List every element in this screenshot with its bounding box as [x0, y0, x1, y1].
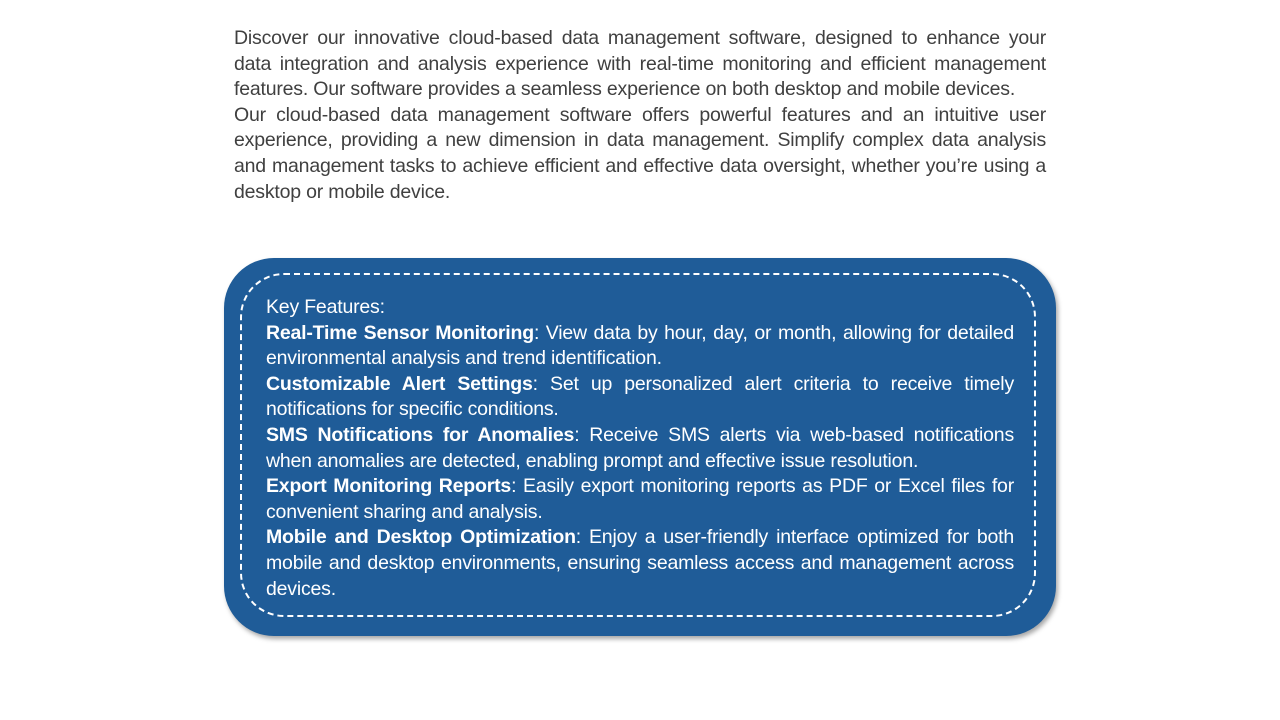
intro-text-block: [234, 26, 1046, 205]
feature-description: : Easily export monitoring reports as PDF or Excel files for convenient sharing and analysis.: [266, 475, 1014, 523]
feature-item: [266, 321, 1014, 372]
feature-name: Real-Time Sensor Monitoring: [266, 321, 534, 344]
feature-item: [266, 372, 1014, 423]
feature-description: : Enjoy a user-friendly interface optimized for both mobile and desktop environments, ensuring seamless access and management across devices.: [266, 526, 1014, 600]
feature-item: [266, 525, 1014, 602]
feature-description: : View data by hour, day, or month, allowing for detailed environmental analysis and trend identification.: [266, 321, 1014, 370]
features-list: [266, 295, 1014, 602]
intro-paragraph-1: Discover our innovative cloud-based data management software, designed to enhance your data integration and analysis experience with real-time monitoring and efficient management features. Our software provides a seamless experience on both desktop and mobile devices.: [234, 27, 1046, 101]
feature-name: SMS Notifications for Anomalies: [266, 423, 575, 446]
feature-description: : Receive SMS alerts via web-based notifications when anomalies are detected, enabling prompt and effective issue resolution.: [266, 423, 1015, 472]
feature-name: Mobile and Desktop Optimization: [266, 526, 576, 549]
feature-name: Export Monitoring Reports: [266, 475, 512, 498]
key-features-card: [224, 258, 1056, 636]
feature-name: Customizable Alert Settings: [266, 372, 533, 395]
feature-item: [266, 474, 1014, 525]
feature-description: : Set up personalized alert criteria to receive timely notifications for specific conditions.: [266, 372, 1014, 421]
features-heading: Key Features:: [266, 296, 385, 318]
feature-item: [266, 423, 1014, 474]
intro-paragraph-2: Our cloud-based data management software offers powerful features and an intuitive user experience, providing a new dimension in data management. Simplify complex data analysis and management tasks to achieve efficient and effective data oversight, whether you’re using a desktop or mobile device.: [234, 103, 1046, 203]
